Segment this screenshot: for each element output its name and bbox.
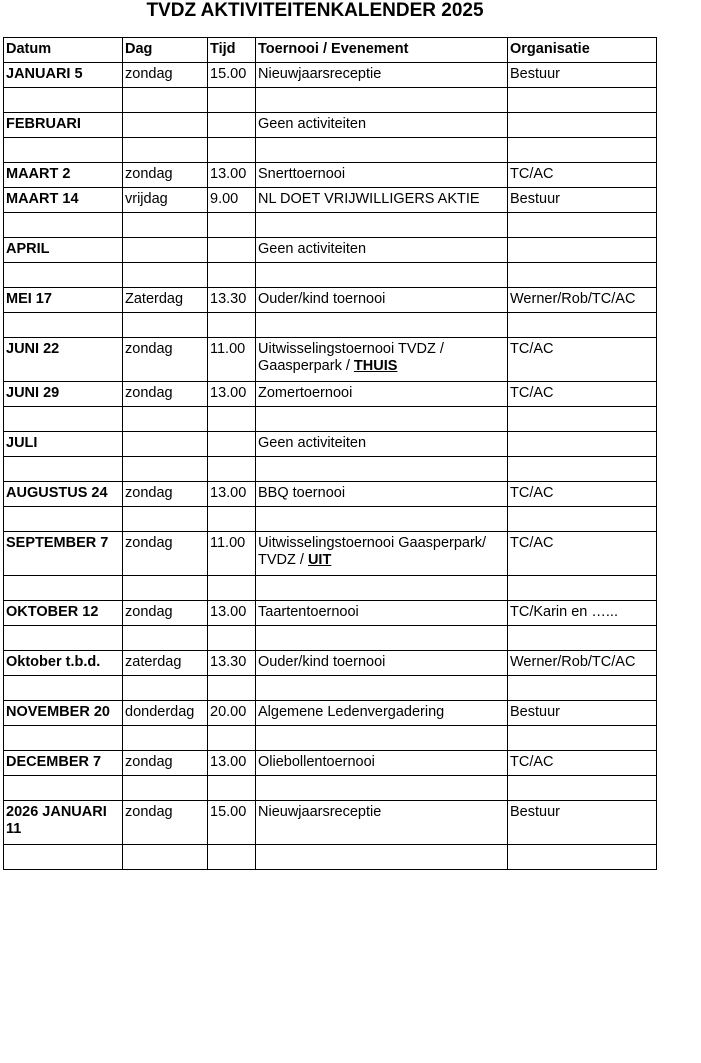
cell-tijd: 13.00 <box>208 382 256 407</box>
header-dag: Dag <box>123 38 208 63</box>
header-datum: Datum <box>4 38 123 63</box>
cell-dag <box>123 407 208 432</box>
table-row <box>4 507 657 532</box>
cell-datum <box>4 726 123 751</box>
cell-datum <box>4 213 123 238</box>
cell-organisatie <box>508 776 657 801</box>
table-row <box>4 457 657 482</box>
cell-tijd <box>208 313 256 338</box>
cell-datum: AUGUSTUS 24 <box>4 482 123 507</box>
header-organisatie: Organisatie <box>508 38 657 63</box>
cell-dag <box>123 576 208 601</box>
table-row <box>4 432 657 457</box>
page-title: TVDZ AKTIVITEITENKALENDER 2025 <box>146 0 484 21</box>
cell-event: Taartentoernooi <box>256 601 508 626</box>
cell-tijd: 13.00 <box>208 163 256 188</box>
cell-tijd: 11.00 <box>208 532 256 576</box>
cell-event: Geen activiteiten <box>256 238 508 263</box>
cell-event: Oliebollentoernooi <box>256 751 508 776</box>
cell-dag: zondag <box>123 751 208 776</box>
table-row <box>4 88 657 113</box>
table-row <box>4 407 657 432</box>
cell-organisatie: TC/AC <box>508 382 657 407</box>
cell-dag: zondag <box>123 532 208 576</box>
cell-tijd <box>208 576 256 601</box>
table-row <box>4 532 657 576</box>
cell-dag <box>123 113 208 138</box>
event-text: Uitwisselingstoernooi Gaasperpark/ TVDZ / <box>258 535 487 568</box>
cell-event <box>256 726 508 751</box>
cell-dag: zondag <box>123 63 208 88</box>
table-row <box>4 576 657 601</box>
cell-event: BBQ toernooi <box>256 482 508 507</box>
cell-datum <box>4 776 123 801</box>
cell-dag: zaterdag <box>123 651 208 676</box>
cell-tijd <box>208 776 256 801</box>
cell-datum <box>4 845 123 870</box>
cell-tijd <box>208 213 256 238</box>
cell-organisatie: TC/AC <box>508 482 657 507</box>
cell-datum <box>4 407 123 432</box>
table-row <box>4 776 657 801</box>
cell-dag <box>123 776 208 801</box>
cell-datum <box>4 626 123 651</box>
cell-datum <box>4 576 123 601</box>
cell-organisatie <box>508 845 657 870</box>
table-row <box>4 676 657 701</box>
cell-organisatie: TC/Karin en …... <box>508 601 657 626</box>
cell-organisatie: Werner/Rob/TC/AC <box>508 651 657 676</box>
cell-tijd <box>208 507 256 532</box>
cell-tijd <box>208 626 256 651</box>
cell-datum: NOVEMBER 20 <box>4 701 123 726</box>
cell-organisatie <box>508 88 657 113</box>
cell-event <box>256 338 508 382</box>
cell-tijd: 13.30 <box>208 288 256 313</box>
cell-event: Geen activiteiten <box>256 432 508 457</box>
cell-tijd <box>208 726 256 751</box>
cell-dag: zondag <box>123 338 208 382</box>
table-header-row <box>4 38 657 63</box>
cell-datum <box>4 88 123 113</box>
cell-tijd: 20.00 <box>208 701 256 726</box>
cell-datum: 2026 JANUARI 11 <box>4 801 123 845</box>
cell-tijd: 15.00 <box>208 801 256 845</box>
cell-dag: zondag <box>123 601 208 626</box>
cell-tijd <box>208 676 256 701</box>
cell-organisatie <box>508 432 657 457</box>
cell-organisatie: TC/AC <box>508 532 657 576</box>
cell-organisatie <box>508 263 657 288</box>
table-row <box>4 626 657 651</box>
cell-datum: Oktober t.b.d. <box>4 651 123 676</box>
cell-organisatie <box>508 626 657 651</box>
cell-event <box>256 507 508 532</box>
table-row <box>4 845 657 870</box>
cell-tijd: 9.00 <box>208 188 256 213</box>
cell-tijd <box>208 113 256 138</box>
cell-organisatie <box>508 507 657 532</box>
cell-dag: vrijdag <box>123 188 208 213</box>
table-row <box>4 238 657 263</box>
cell-tijd: 13.00 <box>208 751 256 776</box>
table-row <box>4 651 657 676</box>
cell-organisatie: Bestuur <box>508 63 657 88</box>
cell-organisatie <box>508 213 657 238</box>
table-row <box>4 382 657 407</box>
cell-datum: JUNI 29 <box>4 382 123 407</box>
cell-organisatie: Bestuur <box>508 701 657 726</box>
cell-event <box>256 626 508 651</box>
cell-dag <box>123 726 208 751</box>
table-row <box>4 288 657 313</box>
cell-tijd: 13.00 <box>208 601 256 626</box>
header-tijd: Tijd <box>208 38 256 63</box>
cell-dag: zondag <box>123 801 208 845</box>
cell-event: Algemene Ledenvergadering <box>256 701 508 726</box>
cell-tijd: 11.00 <box>208 338 256 382</box>
cell-datum <box>4 138 123 163</box>
cell-event <box>256 457 508 482</box>
table-row <box>4 113 657 138</box>
cell-datum: OKTOBER 12 <box>4 601 123 626</box>
cell-dag <box>123 238 208 263</box>
cell-dag: Zaterdag <box>123 288 208 313</box>
cell-event <box>256 313 508 338</box>
cell-event <box>256 263 508 288</box>
cell-dag: zondag <box>123 163 208 188</box>
cell-organisatie <box>508 238 657 263</box>
cell-event <box>256 845 508 870</box>
cell-dag: donderdag <box>123 701 208 726</box>
table-row <box>4 601 657 626</box>
cell-organisatie: TC/AC <box>508 751 657 776</box>
event-text: Uitwisselingstoernooi TVDZ / Gaasperpark / <box>258 341 444 374</box>
cell-dag <box>123 676 208 701</box>
cell-event: Nieuwjaarsreceptie <box>256 801 508 845</box>
cell-dag <box>123 263 208 288</box>
cell-dag: zondag <box>123 382 208 407</box>
cell-event <box>256 776 508 801</box>
header-event: Toernooi / Evenement <box>256 38 508 63</box>
table-row <box>4 726 657 751</box>
cell-organisatie: Bestuur <box>508 188 657 213</box>
table-row <box>4 263 657 288</box>
cell-dag <box>123 845 208 870</box>
cell-tijd <box>208 845 256 870</box>
table-row <box>4 213 657 238</box>
cell-datum: MAART 14 <box>4 188 123 213</box>
cell-dag <box>123 313 208 338</box>
cell-tijd <box>208 407 256 432</box>
table-row <box>4 313 657 338</box>
table-row <box>4 163 657 188</box>
table-row <box>4 63 657 88</box>
cell-dag <box>123 507 208 532</box>
cell-datum: JULI <box>4 432 123 457</box>
table-row <box>4 138 657 163</box>
cell-tijd <box>208 263 256 288</box>
cell-event: NL DOET VRIJWILLIGERS AKTIE <box>256 188 508 213</box>
cell-event <box>256 88 508 113</box>
cell-datum: DECEMBER 7 <box>4 751 123 776</box>
cell-organisatie <box>508 576 657 601</box>
cell-organisatie: TC/AC <box>508 163 657 188</box>
cell-event: Ouder/kind toernooi <box>256 288 508 313</box>
cell-organisatie: TC/AC <box>508 338 657 382</box>
table-row <box>4 482 657 507</box>
cell-event: Snerttoernooi <box>256 163 508 188</box>
cell-datum: SEPTEMBER 7 <box>4 532 123 576</box>
table-row <box>4 751 657 776</box>
cell-tijd: 13.00 <box>208 482 256 507</box>
table-row <box>4 338 657 382</box>
cell-organisatie <box>508 407 657 432</box>
cell-organisatie <box>508 138 657 163</box>
cell-datum <box>4 457 123 482</box>
cell-datum: MEI 17 <box>4 288 123 313</box>
table-row <box>4 188 657 213</box>
cell-dag <box>123 457 208 482</box>
cell-event <box>256 407 508 432</box>
cell-event <box>256 213 508 238</box>
event-location-emphasis: UIT <box>307 552 332 568</box>
table-row <box>4 801 657 845</box>
cell-dag <box>123 432 208 457</box>
cell-organisatie <box>508 726 657 751</box>
cell-datum <box>4 676 123 701</box>
cell-organisatie <box>508 457 657 482</box>
cell-datum: APRIL <box>4 238 123 263</box>
cell-event: Zomertoernooi <box>256 382 508 407</box>
cell-datum: JANUARI 5 <box>4 63 123 88</box>
cell-organisatie <box>508 313 657 338</box>
cell-datum: FEBRUARI <box>4 113 123 138</box>
cell-tijd <box>208 457 256 482</box>
cell-organisatie: Werner/Rob/TC/AC <box>508 288 657 313</box>
cell-dag <box>123 88 208 113</box>
cell-tijd <box>208 88 256 113</box>
cell-event <box>256 138 508 163</box>
cell-tijd <box>208 238 256 263</box>
cell-event: Nieuwjaarsreceptie <box>256 63 508 88</box>
cell-event <box>256 576 508 601</box>
cell-datum: JUNI 22 <box>4 338 123 382</box>
cell-datum: MAART 2 <box>4 163 123 188</box>
cell-dag <box>123 138 208 163</box>
cell-datum <box>4 507 123 532</box>
cell-tijd <box>208 432 256 457</box>
cell-dag <box>123 626 208 651</box>
cell-event <box>256 676 508 701</box>
cell-tijd: 13.30 <box>208 651 256 676</box>
cell-tijd: 15.00 <box>208 63 256 88</box>
event-location-emphasis: THUIS <box>353 358 398 374</box>
cell-event: Ouder/kind toernooi <box>256 651 508 676</box>
activity-calendar-table <box>3 37 657 870</box>
cell-dag <box>123 213 208 238</box>
cell-dag: zondag <box>123 482 208 507</box>
cell-event <box>256 532 508 576</box>
cell-datum <box>4 313 123 338</box>
cell-datum <box>4 263 123 288</box>
cell-tijd <box>208 138 256 163</box>
cell-organisatie <box>508 113 657 138</box>
cell-organisatie <box>508 676 657 701</box>
table-row <box>4 701 657 726</box>
cell-event: Geen activiteiten <box>256 113 508 138</box>
cell-organisatie: Bestuur <box>508 801 657 845</box>
